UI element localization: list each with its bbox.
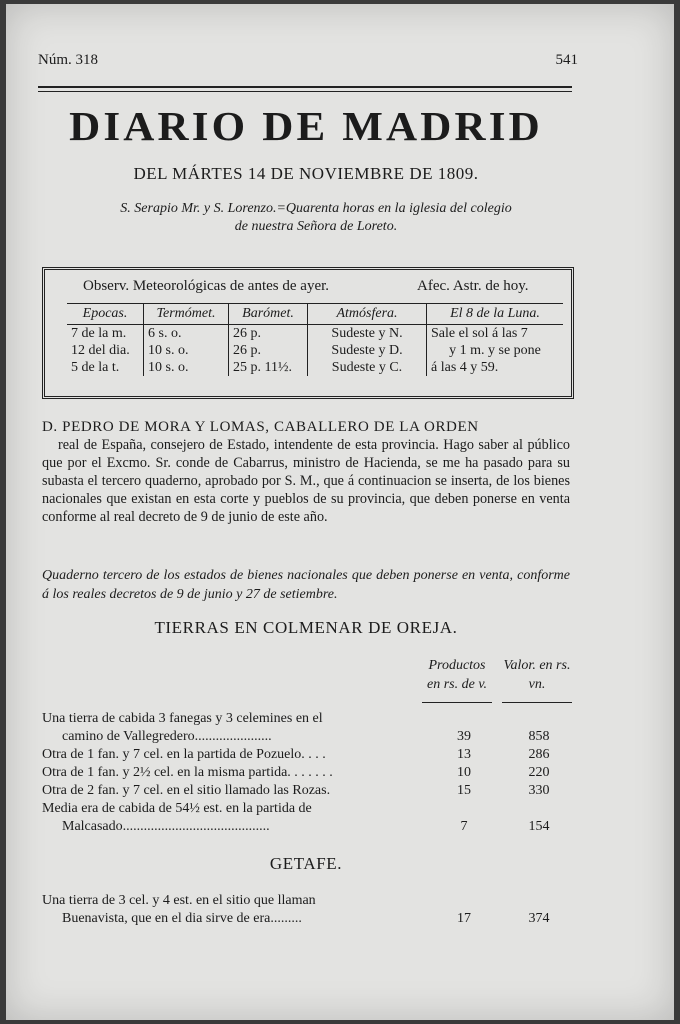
announcement-body: real de España, consejero de Estado, intendente de esta provincia. Hago saber al público que por el Excmo. Sr. conde de Cabarrus, ministro de Hacienda, se me ha pasado para su subasta el tercero quaderno, aprobado por S. M., que á continuacion se inserta, de los bienes nacionales que existan en esta corte y pueblos de su provincia, que deben ponerse en venta conforme al real decreto de 9 de junio de este año.: [42, 437, 570, 525]
ledger-description: Media era de cabida de 54½ est. en la partida de: [42, 801, 312, 816]
quaderno-note: Quaderno tercero de los estados de bienes nacionales que deben ponerse en venta, conforme á los reales decretos de 9 de junio y 27 de setiembre.: [42, 568, 570, 602]
temp-cell: 10 s. o.: [144, 342, 229, 359]
ledger-products: 17: [457, 911, 471, 926]
astro-title: Afec. Astr. de hoy.: [417, 278, 529, 294]
atmos-cell: Sudeste y D.: [308, 342, 427, 359]
baro-cell: 25 p. 11½.: [229, 359, 308, 376]
baro-cell: 26 p.: [229, 342, 308, 359]
ledger-description: Otra de 1 fan. y 2½ cel. en la misma partida. . . . . . .: [42, 765, 333, 780]
ledger-products: 10: [457, 765, 471, 780]
observation-row: [67, 359, 563, 376]
newspaper-page: [6, 4, 674, 1020]
dateline: DEL MÁRTES 14 DE NOVIEMBRE DE 1809.: [133, 164, 479, 183]
header-rule-top: [38, 86, 572, 88]
col-epocas: Epocas.: [67, 304, 144, 325]
ledger-row: [42, 910, 572, 928]
ledger-row: [42, 710, 572, 728]
saints-line-2: de nuestra Señora de Loreto.: [234, 219, 398, 234]
column-value-rule: [502, 702, 572, 703]
ledger-row: [42, 892, 572, 910]
ledger-row: [42, 746, 572, 764]
column-products-rule: [422, 702, 492, 703]
colmenar-ledger: [42, 710, 572, 836]
ledger-description: Otra de 1 fan. y 7 cel. en la partida de Pozuelo. . . .: [42, 747, 326, 762]
ledger-row: [42, 728, 572, 746]
column-value-header: Valor. en rs. vn.: [503, 658, 571, 692]
ledger-value: 154: [528, 819, 550, 834]
ledger-value: 286: [528, 747, 550, 762]
epoch-cell: 12 del dia.: [71, 343, 130, 358]
announcement: [42, 418, 570, 526]
ledger-products: 15: [457, 783, 471, 798]
luna-cell: y 1 m. y se pone: [427, 342, 564, 359]
col-termometro: Termómet.: [144, 304, 229, 325]
baro-cell: 26 p.: [229, 325, 308, 343]
ledger-value: 858: [528, 729, 550, 744]
ledger-description: Una tierra de 3 cel. y 4 est. en el sitio que llaman: [42, 893, 316, 908]
ledger-products: 39: [457, 729, 471, 744]
section-title-colmenar: TIERRAS EN COLMENAR DE OREJA.: [154, 618, 458, 637]
ledger-description: Buenavista, que en el dia sirve de era.........: [62, 911, 302, 926]
header-rule-bottom: [38, 91, 572, 92]
ledger-row: [42, 818, 572, 836]
page-number: 541: [555, 52, 578, 68]
col-barometro: Barómet.: [229, 304, 308, 325]
observations-title: Observ. Meteorológicas de antes de ayer.: [83, 278, 330, 294]
ledger-value: 330: [528, 783, 550, 798]
observation-row: [67, 342, 563, 359]
section-title-getafe: GETAFE.: [269, 854, 343, 873]
ledger-description: camino de Vallegredero......................: [62, 729, 272, 744]
atmos-cell: Sudeste y N.: [308, 325, 427, 343]
saints-line-1: S. Serapio Mr. y S. Lorenzo.=Quarenta horas en la iglesia del colegio: [120, 201, 512, 216]
saints-of-the-day: [56, 200, 576, 236]
weather-observations-box: [42, 267, 574, 399]
atmos-cell: Sudeste y C.: [308, 359, 427, 376]
luna-cell: Sale el sol á las 7: [427, 325, 564, 343]
col-luna: El 8 de la Luna.: [427, 304, 564, 325]
luna-cell: á las 4 y 59.: [427, 359, 564, 376]
temp-cell: 6 s. o.: [144, 325, 229, 343]
observation-row: [67, 325, 563, 343]
ledger-description: Otra de 2 fan. y 7 cel. en el sitio llamado las Rozas.: [42, 783, 331, 798]
issue-number: Núm. 318: [38, 52, 98, 68]
getafe-ledger: [42, 892, 572, 928]
col-atmosfera: Atmósfera.: [308, 304, 427, 325]
ledger-products: 13: [457, 747, 471, 762]
ledger-description: Una tierra de cabida 3 fanegas y 3 celemines en el: [42, 711, 323, 726]
ledger-row: [42, 782, 572, 800]
ledger-value: 220: [528, 765, 550, 780]
announcement-heading: D. PEDRO DE MORA Y LOMAS, CABALLERO DE LA ORDEN: [42, 419, 479, 435]
observations-header-row: [67, 304, 563, 325]
epoch-cell: 5 de la t.: [71, 360, 120, 375]
masthead-title: DIARIO DE MADRID: [69, 103, 543, 149]
ledger-value: 374: [528, 911, 550, 926]
observations-table: [67, 303, 563, 376]
column-products-header: Productos en rs. de v.: [427, 658, 487, 692]
ledger-row: [42, 800, 572, 818]
temp-cell: 10 s. o.: [144, 359, 229, 376]
ledger-description: Malcasado..........................................: [62, 819, 270, 834]
ledger-row: [42, 764, 572, 782]
ledger-products: 7: [460, 819, 468, 834]
epoch-cell: 7 de la m.: [71, 326, 127, 341]
